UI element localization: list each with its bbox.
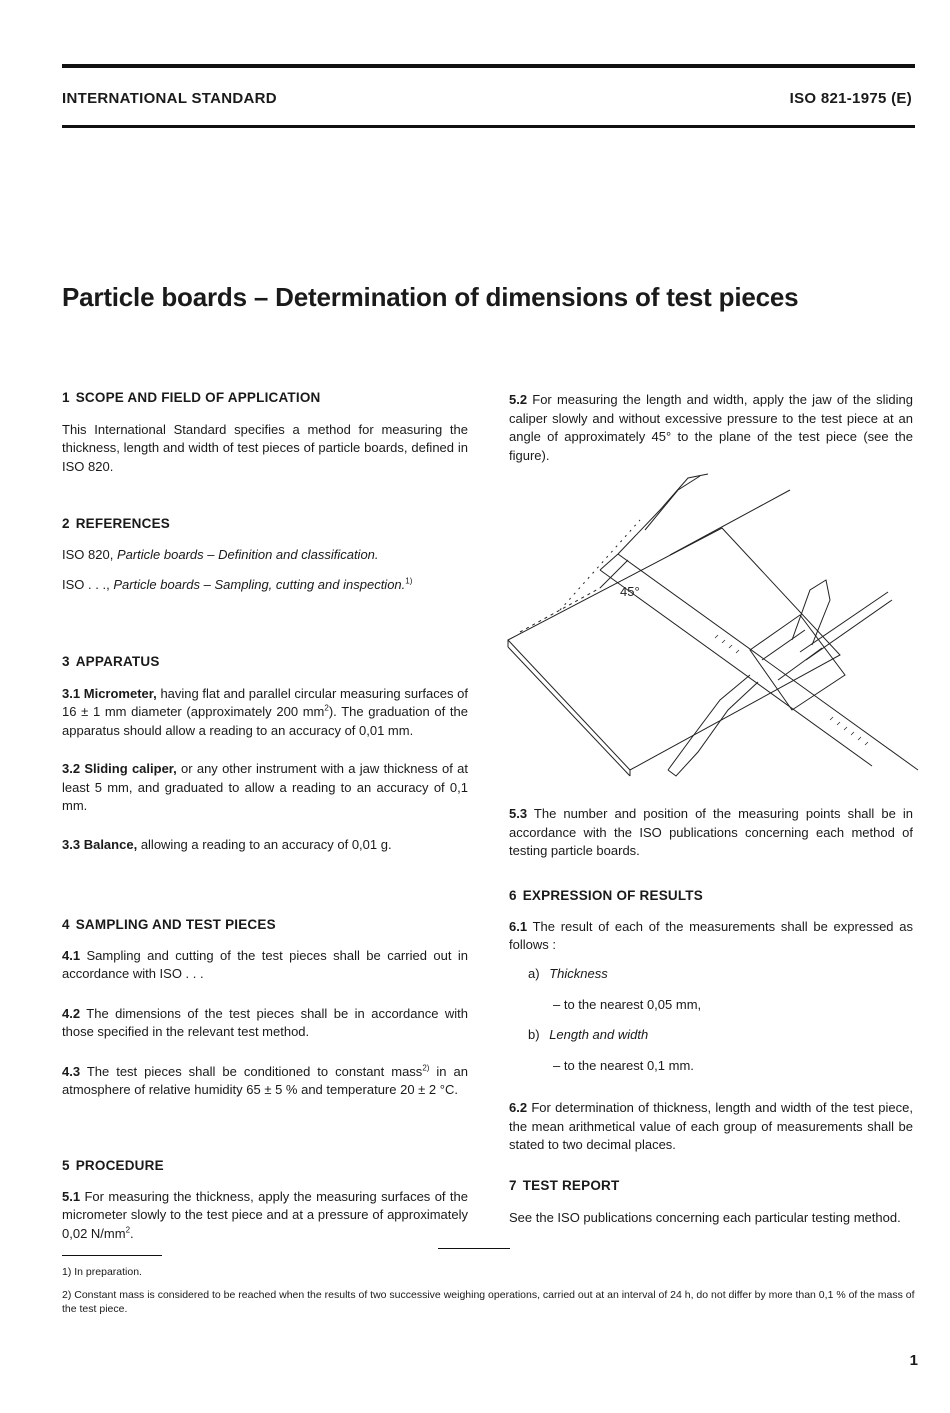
clause-3-2: 3.2 Sliding caliper, or any other instrument with a jaw thickness of at least 5 mm, and graduated to allow a reading to an accuracy of 0,1 mm. <box>62 761 468 813</box>
section-5-heading: 5 PROCEDURE <box>62 1158 164 1173</box>
section-6-heading: 6 EXPRESSION OF RESULTS <box>509 888 703 903</box>
caliper-scale <box>715 635 868 745</box>
footnote-1: 1) In preparation. <box>62 1266 142 1278</box>
clause-3-3: 3.3 Balance, allowing a reading to an accuracy of 0,01 g. <box>62 836 392 852</box>
clause-6-2: 6.2 For determination of thickness, length and width of the test piece, the mean arithmetical value of each group of measurements shall be stated to two decimal places. <box>509 1100 913 1152</box>
standard-number: ISO 821-1975 (E) <box>789 90 912 107</box>
section-1-heading: 1 SCOPE AND FIELD OF APPLICATION <box>62 390 321 405</box>
section-6 <box>509 887 913 955</box>
page-number: 1 <box>909 1352 918 1369</box>
reference-2: ISO . . ., Particle boards – Sampling, cutting and inspection.$^{1)}$ <box>62 576 413 592</box>
header-bottom-rule <box>62 125 915 128</box>
caliper-lower-jaw <box>668 675 750 770</box>
clause-5-3-block <box>509 805 913 861</box>
angle-label: 45° <box>620 584 640 599</box>
section-4 <box>62 916 468 1100</box>
section-7 <box>509 1177 913 1227</box>
clause-3-1: 3.1 Micrometer, having flat and parallel circular measuring surfaces of 16 ± 1 mm diameter (approximately 200 $mm^2$). The graduation of the apparatus should allow a reading to an accuracy of 0,01 mm. <box>62 685 468 738</box>
test-piece-top-face <box>508 528 840 770</box>
caliper-figure <box>500 470 930 790</box>
caliper-beam-upper-edge <box>618 554 918 770</box>
clause-4-2: 4.2 The dimensions of the test pieces shall be in accordance with those specified in the relevant test method. <box>62 1005 468 1039</box>
result-item-a-detail: – to the nearest 0,05 mm, <box>553 997 702 1012</box>
clause-4-3: 4.3 The test pieces shall be conditioned to constant mass$^{2)}$ in an atmosphere of relative humidity 65 ± 5 % and temperature 20 ± 2 °C. <box>62 1063 468 1097</box>
test-piece-edge-front <box>508 647 630 776</box>
footnote-rule <box>62 1255 162 1256</box>
result-item-a: a) Thickness <box>528 966 608 981</box>
section-3 <box>62 653 468 854</box>
clause-5-3: 5.3 The number and position of the measuring points shall be in accordance with the ISO publications concerning each method of testing particle boards. <box>509 806 913 858</box>
construction-line-3 <box>670 490 790 555</box>
clause-5-2-block <box>509 391 913 465</box>
footnote-ref-2: 2) <box>422 1063 430 1073</box>
caliper-upper-jaw-inner <box>645 476 700 530</box>
clause-4-1: 4.1 Sampling and cutting of the test pieces shall be carried out in accordance with ISO . . . <box>62 947 468 981</box>
section-2-heading: 2 REFERENCES <box>62 516 170 531</box>
page-title: Particle boards – Determination of dimensions of test pieces <box>62 282 799 312</box>
column-end-rule <box>438 1248 510 1249</box>
header-top-rule <box>62 64 915 68</box>
clause-5-2: 5.2 For measuring the length and width, apply the jaw of the sliding caliper slowly and without excessive pressure to the test piece at an angle of approximately 45° to the plane of the test piece (see the figure). <box>509 392 913 463</box>
result-item-b: b) Length and width <box>528 1027 649 1042</box>
caliper-slider-detail-2 <box>778 648 822 680</box>
section-3-heading: 3 APPARATUS <box>62 654 160 669</box>
section-2 <box>62 515 468 595</box>
reference-1: ISO 820, Particle boards – Definition and classification. <box>62 546 379 562</box>
clause-6-1: 6.1 The result of each of the measurements shall be expressed as follows : <box>509 918 913 952</box>
caliper-slider-detail-1 <box>762 630 805 660</box>
footnote-2: 2) Constant mass is considered to be reached when the results of two successive weighing operations, carried out at an interval of 24 h, do not differ by more than 0,1 % of the mass of the test piece. <box>62 1289 915 1315</box>
section-7-heading: 7 TEST REPORT <box>509 1178 620 1193</box>
caliper-depth-rod-2 <box>806 600 892 660</box>
clause-5-1: 5.1 For measuring the thickness, apply the measuring surfaces of the micrometer slowly to the test piece and at a pressure of approximately 0,02 $N/mm^2$. <box>62 1188 468 1241</box>
result-item-b-detail: – to the nearest 0,1 mm. <box>553 1058 694 1073</box>
document-type: INTERNATIONAL STANDARD <box>62 90 277 107</box>
caliper-slider-block <box>750 615 845 710</box>
section-4-heading: 4 SAMPLING AND TEST PIECES <box>62 917 276 932</box>
section-5 <box>62 1157 468 1243</box>
section-1-text: This International Standard specifies a method for measuring the thickness, length and width of test pieces of particle boards, defined in ISO 820. <box>62 421 468 474</box>
section-7-text: See the ISO publications concerning each particular testing method. <box>509 1209 901 1225</box>
caliper-lower-jaw-inner <box>668 682 758 776</box>
section-1 <box>62 389 468 476</box>
caliper-beam-lower-edge <box>600 570 872 766</box>
footnote-ref-1: 1) <box>405 576 413 586</box>
clause-6-2-block <box>509 1099 913 1155</box>
